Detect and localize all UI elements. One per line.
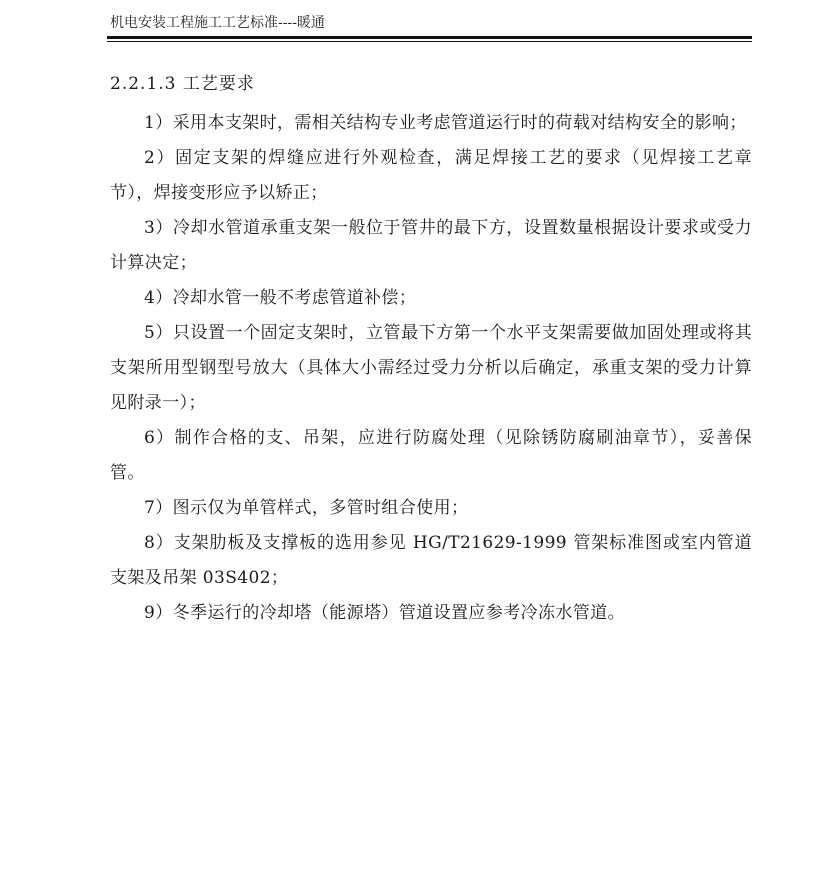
requirement-item: 9）冬季运行的冷却塔（能源塔）管道设置应参考冷冻水管道。	[144, 603, 626, 623]
requirement-item: 3）冷却水管道承重支架一般位于管井的最下方，设置数量根据设计要求或受力计算决定；	[110, 218, 752, 273]
requirement-item: 6）制作合格的支、吊架，应进行防腐处理（见除锈防腐刷油章节），妥善保管。	[110, 428, 752, 483]
running-header: 机电安装工程施工工艺标准----暖通	[110, 15, 325, 31]
requirement-item: 5）只设置一个固定支架时，立管最下方第一个水平支架需要做加固处理或将其支架所用型钢型号放大（具体大小需经过受力分析以后确定，承重支架的受力计算见附录一）；	[110, 323, 752, 413]
requirement-item: 1）采用本支架时，需相关结构专业考虑管道运行时的荷载对结构安全的影响；	[144, 113, 747, 133]
requirement-item: 4）冷却水管一般不考虑管道补偿；	[144, 288, 417, 308]
header-rule-thick	[107, 36, 752, 39]
header-rule-thin	[107, 41, 752, 42]
section-heading: 2.2.1.3 工艺要求	[110, 74, 255, 94]
requirement-item: 8）支架肋板及支撑板的选用参见 HG/T21629-1999 管架标准图或室内管道支架及吊架 03S402；	[110, 533, 752, 588]
requirement-item: 2）固定支架的焊缝应进行外观检查，满足焊接工艺的要求（见焊接工艺章节），焊接变形应予以矫正；	[110, 148, 752, 203]
requirement-item: 7）图示仅为单管样式，多管时组合使用；	[144, 498, 469, 518]
requirements-list	[110, 106, 752, 631]
